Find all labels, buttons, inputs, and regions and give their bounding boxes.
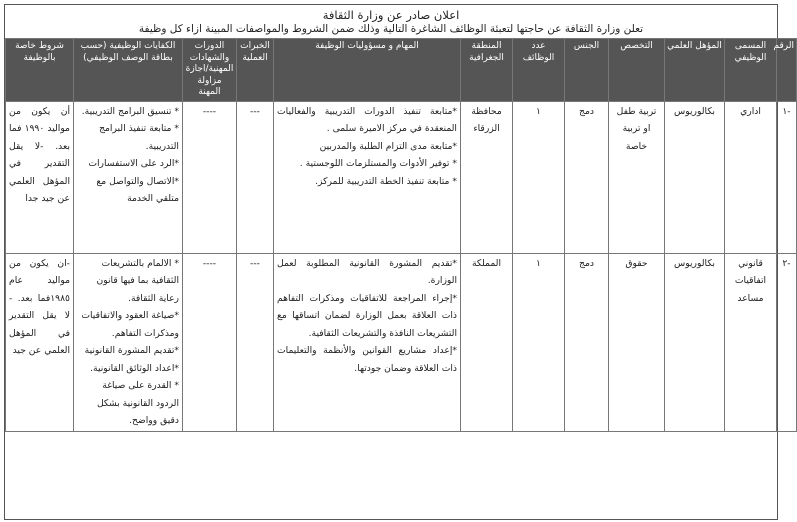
table-header-row	[6, 39, 797, 102]
cell-courses: ----	[183, 253, 237, 431]
header-specialization: التخصص	[609, 39, 665, 102]
header-conditions: شروط خاصة بالوظيفة	[6, 39, 74, 102]
header-qualification: المؤهل العلمي	[665, 39, 725, 102]
cell-experience: ---	[237, 101, 274, 253]
competency-item: * متابعة تنفيذ البرامج التدريبية.	[99, 123, 179, 152]
cell-conditions: أن يكون من مواليد ١٩٩٠ فما بعد. -لا يقل التقدير في المؤهل العلمي عن جيد جدا	[6, 101, 74, 253]
competency-item: *اعداد الوثائق القانونية.	[90, 362, 179, 374]
table-row	[6, 253, 797, 431]
announcement-subtitle: تعلن وزارة الثقافة عن حاجتها لتعبئة الوظائف الشاغرة التالية وذلك ضمن الشروط والمواصفات المبينة ازاء كل وظيفة	[138, 23, 644, 35]
cell-region: المملكة	[461, 253, 513, 431]
duty-item: *متابعة تنفيذ الدورات التدريبية والفعاليات المنعقدة في مركز الاميرة سلمى .	[277, 105, 457, 134]
cell-number: -١	[777, 101, 797, 253]
cell-gender: دمج	[565, 253, 609, 431]
cell-specialization: تربية طفل او تربية خاصة	[609, 101, 665, 253]
duty-item: *متابعة مدى التزام الطلبة والمدربين	[319, 140, 457, 152]
duty-item: * متابعة تنفيذ الخطة التدريبية للمركز.	[315, 175, 457, 187]
cell-courses: ----	[183, 101, 237, 253]
cell-conditions: -ان يكون من مواليد عام ١٩٨٥فما بعد. - لا يقل التقدير في المؤهل العلمي عن جيد	[6, 253, 74, 431]
competency-item: *الرد على الاستفسارات	[88, 158, 179, 169]
cell-job-count: ١	[513, 253, 565, 431]
table-row	[6, 101, 797, 253]
duty-item: * توفير الأدوات والمستلزمات اللوجستية .	[299, 158, 457, 169]
announcement-frame	[4, 4, 794, 520]
cell-competencies	[74, 101, 183, 253]
header-duties: المهام و مسؤوليات الوظيفة	[274, 39, 461, 102]
header-experience: الخبرات العملية	[237, 39, 274, 102]
header-job-title: المسمى الوظيفي	[725, 39, 777, 102]
header-gender: الجنس	[565, 39, 609, 102]
cell-job-title: قانوني اتفاقيات مساعد	[725, 253, 777, 431]
cell-duties	[274, 253, 461, 431]
competency-item: * القدرة على صياغة الردود القانونية بشكل دقيق وواضح.	[96, 380, 179, 426]
cell-experience: ---	[237, 253, 274, 431]
duty-item: *إعداد مشاريع القوانين والأنظمة والتعليمات ذات العلاقة وضمان جودتها.	[277, 345, 457, 374]
duty-item: *تقديم المشورة القانونية المطلوبة لعمل الوزارة.	[277, 257, 457, 286]
cell-job-count: ١	[513, 101, 565, 253]
jobs-table	[5, 38, 797, 432]
header-courses: الدورات والشهادات المهنية/اجازة مزاولة المهنة	[183, 39, 237, 102]
cell-specialization: حقوق	[609, 253, 665, 431]
duty-item: *إجراء المراجعة للاتفاقيات ومذكرات التفاهم ذات العلاقة بعمل الوزارة لضمان اتساقها مع التشريعات النافذة والتشريعات الثقافية.	[277, 292, 457, 339]
competency-item: * الالمام بالتشريعات الثقافية بما فيها قانون رعاية الثقافة.	[96, 257, 179, 304]
cell-qualification: بكالوريوس	[665, 253, 725, 431]
header-job-count: عدد الوظائف	[513, 39, 565, 102]
competency-item: *تقديم المشورة القانونية	[84, 345, 179, 356]
header-number: الرقم	[777, 39, 797, 102]
cell-competencies	[74, 253, 183, 431]
cell-qualification: بكالوريوس	[665, 101, 725, 253]
cell-region: محافظة الزرقاء	[461, 101, 513, 253]
competency-item: * تنسيق البرامج التدريبية.	[81, 105, 179, 117]
competency-item: *صياغة العقود والاتفاقيات ومذكرات التفاهم.	[81, 310, 179, 339]
cell-number: -٢	[777, 253, 797, 431]
cell-duties	[274, 101, 461, 253]
announcement-header	[5, 5, 777, 38]
header-region: المنطقة الجغرافية	[461, 39, 513, 102]
header-competencies: الكفايات الوظيفية (حسب بطاقة الوصف الوظيفي)	[74, 39, 183, 102]
cell-gender: دمج	[565, 101, 609, 253]
cell-job-title: اداري	[725, 101, 777, 253]
announcement-title: اعلان صادر عن وزارة الثقافة	[322, 8, 460, 22]
competency-item: *الاتصال والتواصل مع متلقي الخدمة	[96, 175, 179, 204]
